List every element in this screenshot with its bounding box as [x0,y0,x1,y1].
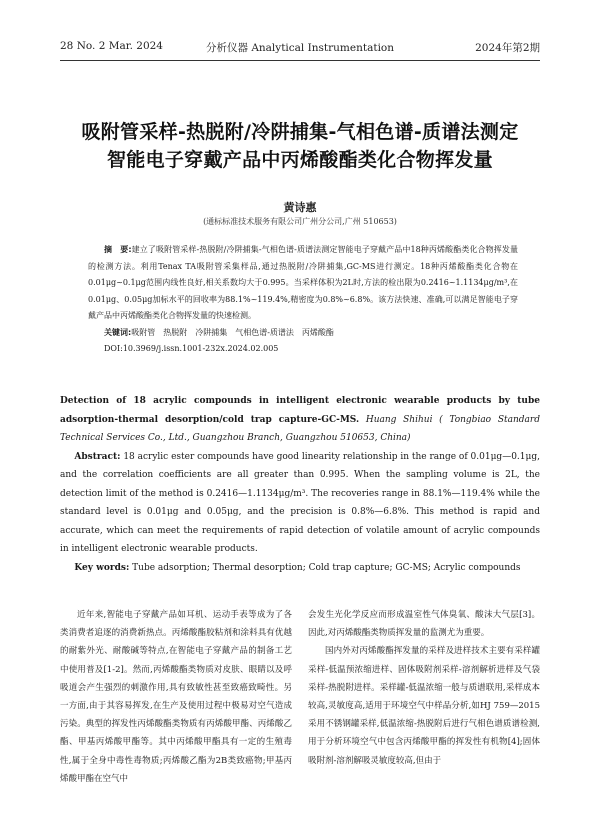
en-keywords-text: Tube adsorption; Thermal desorption; Cold trap capture; GC-MS; Acrylic compounds [132,562,521,573]
title-line-1: 吸附管采样-热脱附/冷阱捕集-气相色谱-质谱法测定 [81,121,519,143]
cn-keywords [88,325,518,342]
body-left-column [60,606,292,788]
author-affiliation: (通标标准技术服务有限公司广州分公司,广州 510653) [203,217,397,226]
en-affiliation: ( Tongbiao Standard Technical Services Co., Ltd., Guangzhou Branch, Guangzhou 510653, China) [60,414,540,443]
en-abstract-text: 18 acrylic ester compounds have good linearity relationship in the range of 0.01μg—0.1μg, and the correlation coefficients are all greater than 0.995. When the sampling volume is 2L, the detection limit of the method is 0.2416—1.1134μg/m³. The recoveries range in 88.1%—119.4% while the standard level is 0.01μg and 0.05μg, and the precision is 0.8%—6.8%. This method is rapid and accurate, which can meet the requirements of rapid detection of volatile amount of acrylic compounds in intelligent electronic wearable products. [60,451,540,554]
chinese-abstract [88,242,518,358]
journal-name: 分析仪器 Analytical Instrumentation [205,42,395,54]
en-author: Huang Shihui [365,414,433,425]
running-header [60,40,540,58]
en-abstract-paragraph [60,448,540,559]
paper-title [40,118,560,174]
issue-info: 28 No. 2 Mar. 2024 [60,40,163,52]
cn-abstract-label: 摘 要: [104,245,132,254]
issue-cn: 2024年第2期 [475,42,540,54]
en-abstract-label: Abstract: [74,451,121,462]
body-right-column [308,606,540,770]
title-line-2: 智能电子穿戴产品中丙烯酸酯类化合物挥发量 [106,149,493,171]
cn-keywords-label: 关键词: [104,327,132,337]
author-name: 黄诗惠 [283,201,317,214]
en-title-paragraph [60,392,540,448]
cn-keywords-text: 吸附管 热脱附 冷阱捕集 气相色谱-质谱法 丙烯酸酯 [131,327,334,337]
body-paragraph-1-cont: 会发生光化学反应而形成温室性气体臭氧、酸沫大气层[3]。因此,对丙烯酸酯类物质挥发量的监测尤为重要。 [308,610,540,639]
body-paragraph-2: 国内外对丙烯酸酯挥发量的采样及进样技术主要有采样罐采样-低温预浓缩进样、固体吸附剂采样-溶剂解析进样及气袋采样-热脱附进样。采样罐-低温浓缩一般与质谱联用,采样成本较高,灵敏度高,适用于环境空气中样品分析,如HJ 759—2015采用不锈钢罐采样,低温浓缩-热脱附后进行气相色谱质谱检测,用于分析环境空气中包含丙烯酸甲酯的挥发性有机物[4];固体吸附剂-溶剂解吸灵敏度较高,但由于 [308,646,540,766]
en-keywords [60,559,540,578]
en-title: Detection of 18 acrylic compounds in intelligent electronic wearable products by tube adsorption-thermal desorption/cold trap capture-GC-MS. [60,396,540,425]
english-abstract [60,392,540,577]
doi: DOI:10.3969/j.issn.1001-232x.2024.02.005 [104,344,279,353]
body-paragraph-1: 近年来,智能电子穿戴产品如耳机、运动手表等成为了各类消费者追逐的消费新热点。丙烯酸酯胶粘剂和涂料具有优越的耐紫外光、耐酸碱等特点,在智能电子穿戴产品的制备工艺中使用普及[1-2]。然而,丙烯酸酯类物质对皮肤、眼睛以及呼吸道会产生强烈的刺激作用,具有致敏性甚至致癌致畸性。另一方面,由于其容易挥发,在生产及使用过程中极易对空气造成污染。典型的挥发性丙烯酸酯类物质有丙烯酸甲酯、丙烯酸乙酯、甲基丙烯酸甲酯等。其中丙烯酸甲酯具有一定的生殖毒性,属于全身中毒性毒物质;丙烯酸乙酯为2B类致癌物;甲基丙烯酸甲酯在空气中 [60,610,292,784]
cn-abstract-text: 建立了吸附管采样-热脱附/冷阱捕集-气相色谱-质谱法测定智能电子穿戴产品中18种丙烯酸酯类化合物挥发量的检测方法。利用Tenax TA吸附管采集样品,通过热脱附/冷阱捕集,GC-MS进行测定。18种丙烯酸酯类化合物在0.01μg~0.1μg范围内线性良好,相关系数均大于0.995。当采样体积为2L时,方法的检出限为0.2416~1.1134μg/m³,在0.01μg、0.05μg加标水平的回收率为88.1%~119.4%,精密度为0.8%~6.8%。该方法快速、准确,可以满足智能电子穿戴产品中丙烯酸酯类化合物挥发量的快速检测。 [88,245,518,320]
en-keywords-label: Key words: [74,562,130,573]
cn-abstract-paragraph [88,242,518,325]
header-rule [60,60,540,61]
